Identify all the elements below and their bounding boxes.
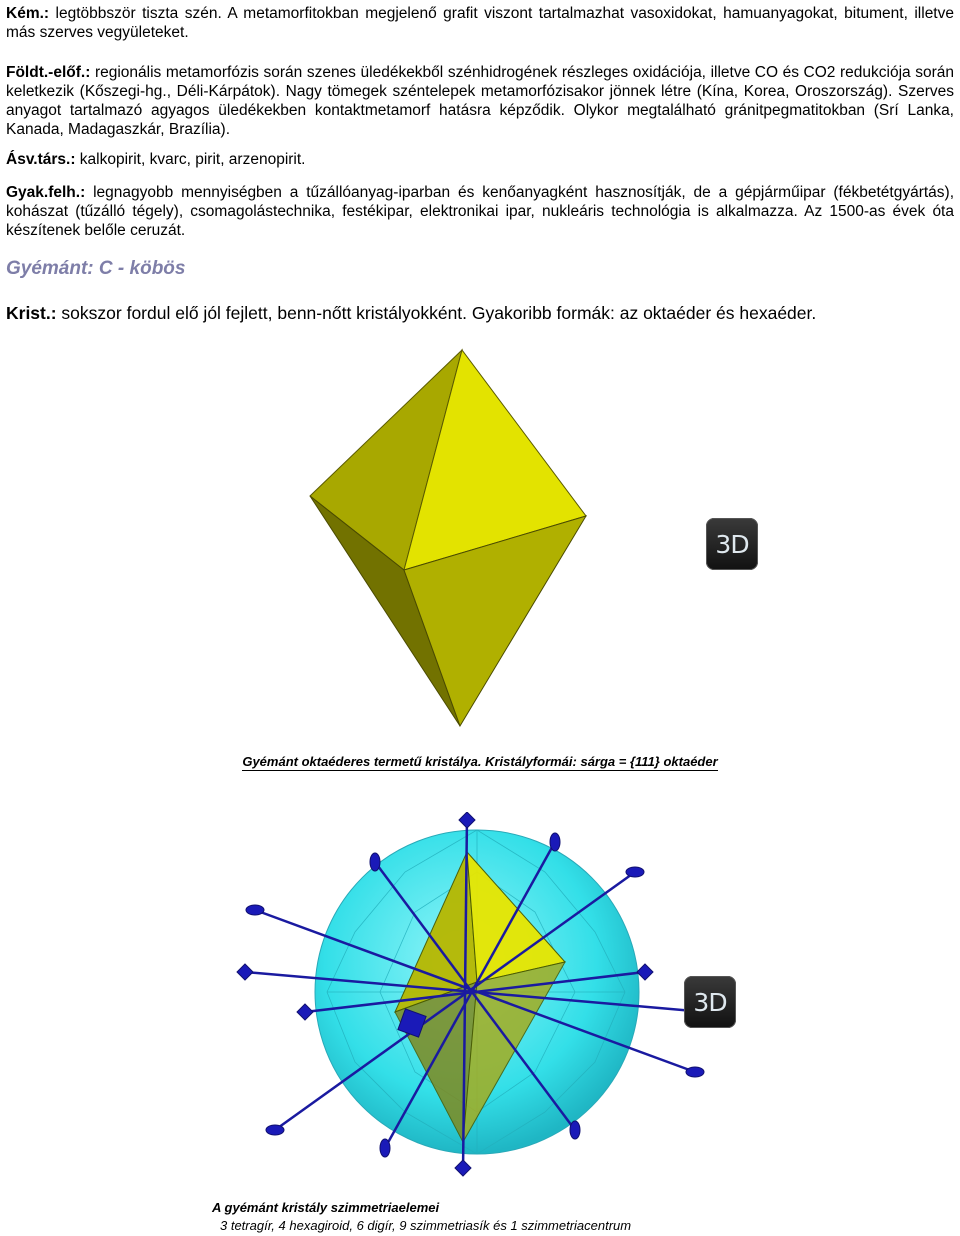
digyre-marker-6: [570, 1121, 580, 1139]
text-krist: sokszor fordul elő jól fejlett, benn-nőtt kristályokként. Gyakoribb formák: az oktaéder és hexaéder.: [56, 303, 817, 323]
figure-caption-2-subtitle: 3 tetragír, 4 hexagiroid, 6 digír, 9 szimmetriasík és 1 szimmetriacentrum: [220, 1218, 632, 1233]
section-heading-gyemant: Gyémánt: C - köbös: [6, 258, 186, 279]
axis-top-marker: [459, 812, 475, 828]
digyre-marker-7: [550, 833, 560, 851]
paragraph-foldt: [6, 63, 954, 139]
digyre-marker-2: [686, 1067, 704, 1077]
octahedron-figure: [300, 348, 660, 728]
figure-caption-2-title: A gyémánt kristály szimmetriaelemei: [212, 1200, 440, 1215]
view-3d-label-1: 3D: [715, 529, 749, 559]
figure-caption-1-text: Gyémánt oktaéderes termetű kristálya. Kristályformái: sárga = {111} oktaéder: [242, 754, 718, 769]
label-foldt: Földt.-előf.:: [6, 64, 91, 81]
digyre-marker-1: [246, 905, 264, 915]
paragraph-kem: [6, 4, 954, 42]
figure-caption-1: [0, 754, 960, 771]
hexagyroid-marker-3: [237, 964, 253, 980]
label-gyak: Gyak.felh.:: [6, 184, 86, 201]
view-3d-button-2[interactable]: [684, 976, 736, 1028]
label-asv: Ásv.társ.:: [6, 151, 76, 168]
view-3d-button-1[interactable]: [706, 518, 758, 570]
text-asv: kalkopirit, kvarc, pirit, arzenopirit.: [75, 151, 306, 168]
hexagyroid-marker-1: [297, 1004, 313, 1020]
digyre-marker-3: [266, 1125, 284, 1135]
digyre-marker-4: [626, 867, 644, 877]
label-krist: Krist.:: [6, 303, 57, 323]
paragraph-asv: [6, 150, 954, 169]
text-gyak: legnagyobb mennyiségben a tűzállóanyag-iparban és kenőanyagként hasznosítják, de a gépjárműipar (fékbetétgyártás), kohászat (tűzálló tégely), csomagolástechnika, festékipar, elektronikai ipar, nukleáris technológia is alkalmazza. Az 1500-as évek óta készítenek belőle ceruzát.: [6, 184, 954, 239]
digyre-marker-5: [370, 853, 380, 871]
digyre-marker-8: [380, 1139, 390, 1157]
axis-bottom-marker: [455, 1160, 471, 1176]
view-3d-label-2: 3D: [693, 987, 727, 1017]
label-kem: Kém.:: [6, 5, 50, 22]
paragraph-krist: [6, 303, 816, 324]
hexagyroid-marker-2: [637, 964, 653, 980]
text-foldt: regionális metamorfózis során szenes üledékekből szénhidrogének részleges oxidációja, illetve CO és CO2 redukciója során keletkezik (Kőszegi-hg., Déli-Kárpátok). Nagy tömegek széntelepek metamorfózisakor jönnek létre (Kína, Korea, Oroszország). Szerves anyagot tartalmazó agyagos üledékekben kontaktmetamorf hatásra képződik. Olykor megtalálható gránitpegmatitokban (Srí Lanka, Kanada, Madagaszkár, Brazília).: [6, 64, 954, 138]
symmetry-elements-figure: [215, 812, 735, 1178]
paragraph-gyak: [6, 183, 954, 240]
text-kem: legtöbbször tiszta szén. A metamorfitokban megjelenő grafit viszont tartalmazhat vasoxidokat, hamuanyagokat, bitument, illetve más szerves vegyületeket.: [6, 5, 954, 41]
